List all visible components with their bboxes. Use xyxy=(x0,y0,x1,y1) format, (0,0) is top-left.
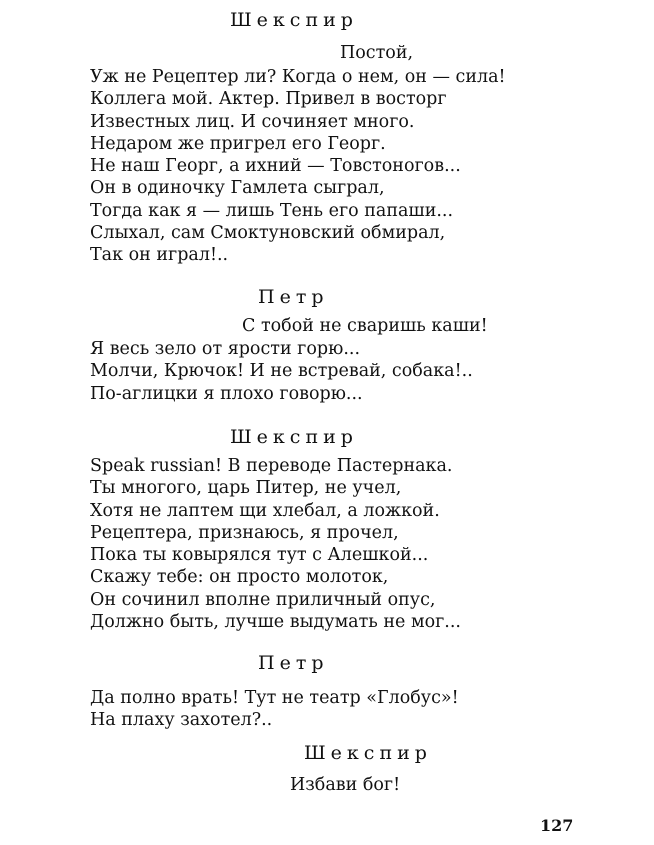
verse-line: Так он играл!.. xyxy=(90,245,229,266)
speaker-name: Шекспир xyxy=(230,426,358,448)
verse-line: Должно быть, лучше выдумать не мог... xyxy=(90,612,461,633)
verse-line: Не наш Георг, а ихний — Товстоногов... xyxy=(90,156,461,177)
verse-line: Пока ты ковырялся тут с Алешкой... xyxy=(90,545,429,566)
verse-line: На плаху захотел?.. xyxy=(90,710,273,731)
speaker-name: Шекспир xyxy=(230,9,358,31)
verse-line: Он в одиночку Гамлета сыграл, xyxy=(90,178,385,199)
cue-line: Постой, xyxy=(340,43,414,63)
cue-line: Избави бог! xyxy=(290,775,401,795)
verse-line: Слыхал, сам Смоктуновский обмирал, xyxy=(90,223,446,244)
verse-line: Да полно врать! Тут не театр «Глобус»! xyxy=(90,688,459,708)
verse-line: Скажу тебе: он просто молоток, xyxy=(90,567,389,588)
verse-line: Уж не Рецептер ли? Когда о нем, он — сила! xyxy=(90,67,506,87)
verse-line: Недаром же пригрел его Георг. xyxy=(90,133,386,154)
verse-line: Speak russian! В переводе Пастернака. xyxy=(90,456,453,476)
cue-line: С тобой не сваришь каши! xyxy=(242,316,488,336)
verse-stanza xyxy=(90,66,506,267)
page-number: 127 xyxy=(540,816,574,835)
verse-line: Он сочинил вполне приличный опус, xyxy=(90,589,436,610)
verse-line: Ты многого, царь Питер, не учел, xyxy=(90,478,402,499)
verse-line: Хотя не лаптем щи хлебал, а ложкой. xyxy=(90,500,440,521)
verse-line: Рецептера, признаюсь, я прочел, xyxy=(90,522,399,543)
verse-line: Молчи, Крючок! И не встревай, собака!.. xyxy=(90,361,473,382)
verse-line: Я весь зело от ярости горю... xyxy=(90,339,361,359)
verse-line: Коллега мой. Актер. Привел в восторг xyxy=(90,89,447,110)
verse-stanza xyxy=(90,338,473,405)
verse-stanza xyxy=(90,455,461,633)
verse-line: Известных лиц. И сочиняет много. xyxy=(90,111,415,132)
speaker-name: Шекспир xyxy=(304,742,432,764)
verse-line: По-аглицки я плохо говорю... xyxy=(90,383,363,404)
verse-stanza xyxy=(90,687,459,732)
speaker-name: Петр xyxy=(258,652,329,674)
speaker-name: Петр xyxy=(258,286,329,308)
verse-line: Тогда как я — лишь Тень его папаши... xyxy=(90,200,454,221)
